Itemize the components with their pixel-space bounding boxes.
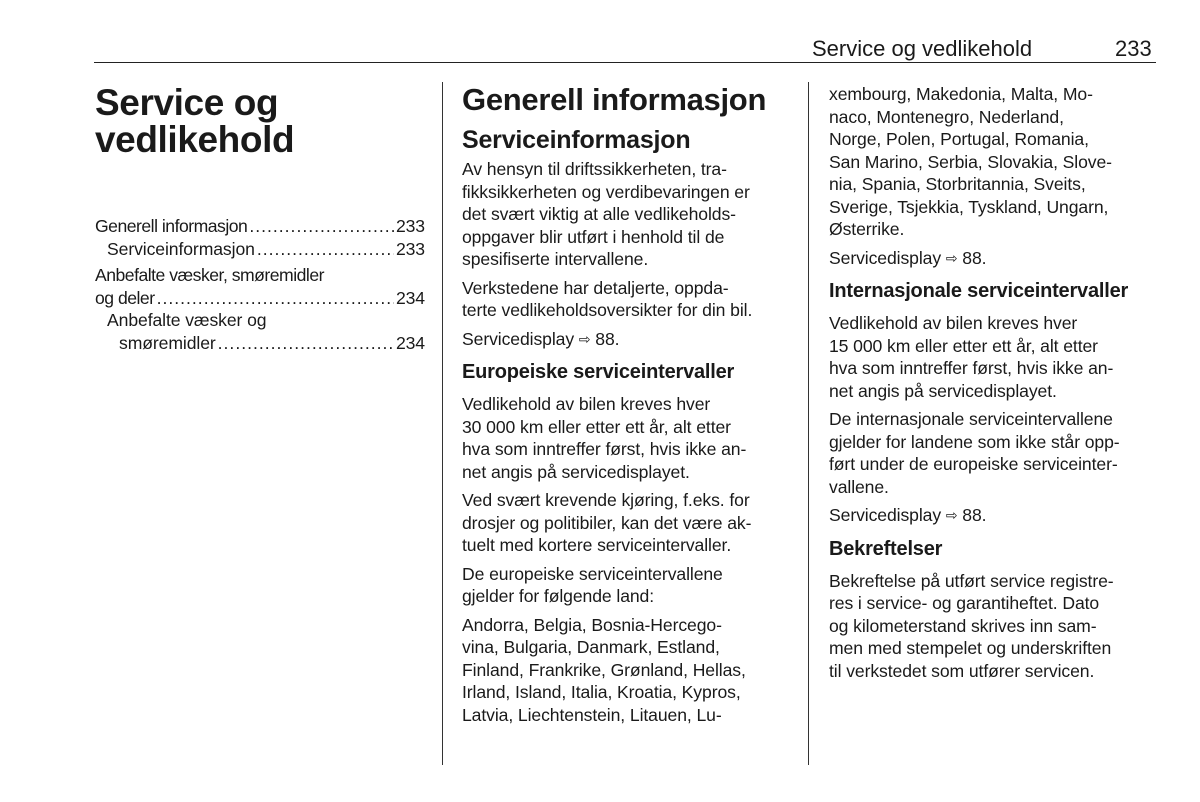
toc-entry-serviceinformasjon[interactable]	[95, 238, 425, 261]
paragraph	[829, 312, 1159, 402]
text-line: Finland, Frankrike, Grønland, Hellas,	[462, 659, 746, 680]
text-line: Vedlikehold av bilen kreves hver	[462, 394, 711, 414]
text-line: vina, Bulgaria, Danmark, Estland,	[462, 637, 720, 657]
xref-page: 88.	[595, 328, 620, 349]
text-line: xembourg, Makedonia, Malta, Mo-	[829, 84, 1093, 104]
text-line: oppgaver blir utført i henhold til de	[462, 226, 725, 247]
cross-reference-servicedisplay[interactable]	[829, 247, 1159, 270]
text-line: men med stempelet og underskriften	[829, 638, 1112, 658]
text-line: fikksikkerheten og verdibevaringen er	[462, 181, 750, 202]
toc-entry-page: 234	[395, 287, 425, 308]
paragraph	[829, 408, 1159, 498]
text-line: 15 000 km eller etter ett år, alt etter	[829, 335, 1098, 356]
text-line: naco, Montenegro, Nederland,	[829, 106, 1064, 127]
toc-entry-generell-informasjon[interactable]	[95, 215, 425, 238]
column-divider-right	[808, 82, 809, 765]
chapter-title	[95, 84, 425, 158]
text-line: Ved svært krevende kjøring, f.eks. for	[462, 490, 750, 510]
text-line: San Marino, Serbia, Slovakia, Slove-	[829, 151, 1112, 172]
toc-entry-page: 234	[395, 332, 425, 353]
text-line: og kilometerstand skrives inn sam-	[829, 615, 1097, 636]
text-line: Bekreftelse på utført service registre-	[829, 570, 1114, 591]
text-line: gjelder for landene som ikke står opp-	[829, 431, 1120, 452]
xref-label: Servicedisplay	[829, 505, 942, 525]
subsection-heading-serviceinformasjon: Serviceinformasjon	[462, 126, 691, 154]
text-line: Latvia, Liechtenstein, Litauen, Lu-	[462, 704, 722, 725]
toc-entry-text: smøremidler	[119, 332, 216, 353]
toc-leader-dots	[257, 238, 394, 261]
toc-entry-page: 233	[395, 238, 425, 259]
xref-page: 88.	[962, 247, 987, 268]
paragraph	[462, 489, 792, 557]
toc-entry-text: og deler	[95, 287, 155, 308]
text-line: det svært viktig at alle vedlikeholds-	[462, 204, 736, 224]
text-line: Norge, Polen, Portugal, Romania,	[829, 129, 1089, 149]
text-line: drosjer og politibiler, kan det være ak-	[462, 512, 752, 533]
subsection-heading-bekreftelser: Bekreftelser	[829, 537, 943, 560]
cross-reference-servicedisplay[interactable]	[829, 504, 1159, 527]
table-of-contents	[95, 215, 425, 354]
chapter-title-line: vedlikehold	[95, 119, 295, 160]
text-line: ført under de europeiske serviceinter-	[829, 454, 1118, 474]
paragraph	[829, 570, 1159, 683]
xref-label: Servicedisplay	[462, 328, 575, 349]
toc-leader-dots	[157, 287, 394, 310]
chapter-title-line: Service og	[95, 82, 279, 123]
text-line: Andorra, Belgia, Bosnia-Hercego-	[462, 614, 722, 635]
paragraph	[462, 393, 792, 483]
chapter-column	[95, 84, 425, 354]
running-title: Service og vedlikehold	[812, 36, 1033, 61]
text-line: Sverige, Tsjekkia, Tyskland, Ungarn,	[829, 196, 1109, 217]
xref-label: Servicedisplay	[829, 247, 942, 268]
text-line: net angis på servicedisplayet.	[462, 461, 690, 482]
header-rule	[94, 62, 1156, 63]
text-line: til verkstedet som utfører servicen.	[829, 660, 1095, 681]
text-line: res i service- og garantiheftet. Dato	[829, 593, 1100, 613]
text-line: spesifiserte intervallene.	[462, 249, 649, 269]
text-line: Østerrike.	[829, 219, 905, 239]
paragraph-country-list-continued	[829, 83, 1159, 241]
text-line: gjelder for følgende land:	[462, 586, 655, 606]
arrow-right-icon: ⇨	[578, 330, 591, 347]
right-column	[829, 83, 1159, 688]
text-line: Av hensyn til driftssikkerheten, tra-	[462, 159, 727, 179]
cross-reference-servicedisplay[interactable]	[462, 328, 792, 351]
paragraph-country-list	[462, 614, 792, 727]
text-line: nia, Spania, Storbritannia, Sveits,	[829, 174, 1086, 194]
xref-page: 88.	[962, 505, 987, 525]
toc-entry-anbefalte-vasker-og-smoremidler[interactable]	[95, 309, 425, 354]
text-line: tuelt med kortere serviceintervaller.	[462, 535, 732, 555]
toc-entry-page: 233	[395, 216, 425, 236]
text-line: hva som inntreffer først, hvis ikke an-	[462, 439, 747, 459]
text-line: net angis på servicedisplayet.	[829, 380, 1057, 401]
subsection-heading-internasjonale-serviceintervaller: Internasjonale serviceintervaller	[829, 280, 1129, 302]
toc-entry-text: Generell informasjon	[95, 216, 248, 236]
arrow-right-icon: ⇨	[945, 507, 958, 523]
middle-column	[462, 82, 792, 732]
column-divider-left	[442, 82, 443, 765]
text-line: De internasjonale serviceintervallene	[829, 409, 1113, 429]
toc-entry-anbefalte-vasker-smoremidler-og-deler[interactable]	[95, 264, 425, 309]
toc-entry-text-line1: Anbefalte væsker og	[107, 310, 267, 330]
text-line: Irland, Island, Italia, Kroatia, Kypros,	[462, 682, 741, 702]
text-line: Vedlikehold av bilen kreves hver	[829, 313, 1078, 333]
toc-entry-text-line1: Anbefalte væsker, smøremidler	[95, 265, 324, 285]
arrow-right-icon: ⇨	[945, 249, 958, 266]
text-line: Verkstedene har detaljerte, oppda-	[462, 277, 729, 298]
paragraph	[462, 158, 792, 271]
toc-entry-text: Serviceinformasjon	[107, 238, 255, 259]
text-line: hva som inntreffer først, hvis ikke an-	[829, 358, 1114, 378]
paragraph	[462, 563, 792, 608]
paragraph	[462, 277, 792, 322]
text-line: De europeiske serviceintervallene	[462, 563, 723, 584]
section-heading-generell-informasjon: Generell informasjon	[462, 82, 767, 117]
text-line: terte vedlikeholdsoversikter for din bil.	[462, 300, 753, 320]
toc-leader-dots	[249, 215, 394, 238]
subsection-heading-europeiske-serviceintervaller: Europeiske serviceintervaller	[462, 361, 735, 383]
text-line: vallene.	[829, 476, 889, 497]
toc-leader-dots	[218, 332, 394, 355]
page-number: 233	[1115, 36, 1152, 61]
text-line: 30 000 km eller etter ett år, alt etter	[462, 416, 731, 437]
